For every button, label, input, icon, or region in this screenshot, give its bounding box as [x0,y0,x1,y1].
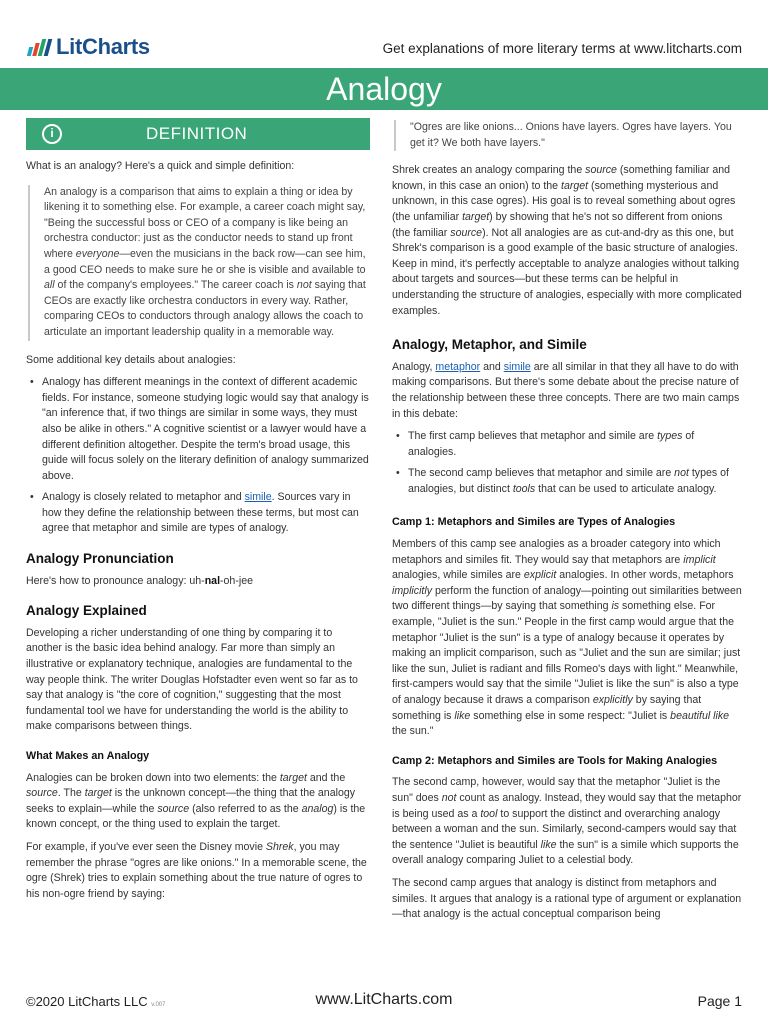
ams-text: Analogy, metaphor and simile are all similar in that they all have to do with making comparisons. But there's some debate about the precise nature of the relationship between these three concepts. There are two main camps in this debate: [392,360,740,420]
shrek-paragraph: Shrek creates an analogy comparing the source (something familiar and known, in this case an onion) to the target (something mysterious and unknown, in this case ogres). His goal is to reveal something about ogres (the unfamiliar target) by showing that he's not so different from onions (the familiar source). Not all analogies are as cut-and-dry as this one, but Shrek's comparison is a good example of the basic structure of analogies. Keep in mind, it's perfectly acceptable to analyze analogies without talking about targets and sources—but these terms can be helpful in understanding the structure of analogies, especially with more complicated examples. [392,164,742,317]
metaphor-link[interactable]: metaphor [435,360,481,373]
logo-bars-icon [28,38,50,56]
page-title: Analogy [326,71,442,107]
left-column [26,118,370,909]
version: v.007 [151,1002,166,1008]
list-item: • Analogy is closely related to metaphor and simile. Sources vary in how they define the relationship between these terms, but most can agree that metaphor and simile are types of analogy. [26,490,370,537]
definition-bar [26,118,370,150]
ams-heading: Analogy, Metaphor, and Simile [392,337,587,353]
tagline: Get explanations of more literary terms at www.litcharts.com [382,41,742,56]
copyright: ©2020 LitCharts LLC v.007 [26,994,166,1009]
definition-label: DEFINITION [146,124,248,144]
camps-list [392,429,743,497]
camp2-text: The second camp, however, would say that the metaphor "Juliet is the sun" does not count as analogy. Instead, they would say that the metaphor is being used as a tool to support the distinct and overarching analogy between a woman and the sun. Similarly, second-campers would say that the sentence "Juliet is beautiful like the sun" is a simile which supports the overall analogy comparing Juliet to a celestial body. [392,776,742,867]
details-list [26,375,370,537]
list-item: • The first camp believes that metaphor and simile are types of analogies. [392,429,743,460]
shrek-quote: "Ogres are like onions... Onions have layers. Ogres have layers. You get it? We both have layers." [394,120,743,151]
camp1-text: Members of this camp see analogies as a broader category into which metaphors and similes fit. They would say that metaphors are implicit analogies, while similes are explicit analogies. In other words, metaphors implicitly perform the function of analogy—pointing out similarities between two different things—by saying that something is something else. For example, "Juliet is the sun." People in the first camp would argue that the metaphor "Juliet is the sun" is a type of analogy because it operates by making an implicit comparison, such as "Juliet and the sun are similar; just like the sun, Juliet is radiant and fills Romeo's days with light." Meanwhile, first-campers would say that the simile "Juliet is like the sun" is also a type of analogy because it draws a comparison explicitly by saying that something is like something else in some respect: "Juliet is beautiful like the sun." [392,538,742,738]
header [0,0,768,68]
info-icon: i [42,124,62,144]
litcharts-logo[interactable] [28,32,150,62]
simile-link[interactable]: simile [244,491,272,504]
footer [0,988,768,1018]
pronunciation-heading: Analogy Pronunciation [26,551,174,567]
camp2-heading: Camp 2: Metaphors and Similes are Tools for Making Analogies [392,754,718,767]
list-item: • Analogy has different meanings in the context of different academic fields. For instance, someone studying logic would say that analogy is "an inference that, if two things are similar in some ways, they must also be alike in others." A cognitive scientist or a lawyer would have a different definition altogether. Despite the term's broad usage, this guide will focus solely on the literary definition of analogy summarized above. [26,375,370,484]
list-item: • The second camp believes that metaphor and simile are not types of analogies, but distinct tools that can be used to articulate analogy. [392,466,743,497]
example-text: For example, if you've ever seen the Disney movie Shrek, you may remember the phrase "ogres are like onions." In a memorable scene, the ogre (Shrek) tries to explain something about the true nature of ogres to his non-ogre friend by saying: [26,840,367,900]
makes-text: Analogies can be broken down into two elements: the target and the source. The target is the unknown concept—the thing that the analogy seeks to explain—while the source (also referred to as the analog) is the known concept, or the thing used to explain the target. [26,771,366,831]
right-column [392,118,743,930]
logo-text: LitCharts [56,34,150,59]
simile-link[interactable]: simile [503,360,531,373]
intro-text: What is an analogy? Here's a quick and simple definition: [26,160,295,172]
details-intro: Some additional key details about analogies: [26,353,236,366]
camp1-heading: Camp 1: Metaphors and Similes are Types of Analogies [392,516,676,529]
footer-site-link[interactable]: www.LitCharts.com [315,991,453,1008]
page-number: Page 1 [697,993,742,1009]
makes-heading: What Makes an Analogy [26,750,150,762]
explained-text: Developing a richer understanding of one thing by comparing it to another is the basic idea behind analogy. Far more than simply an illustrative or explanatory technique, analogies are fundamental to the way people think. The writer Douglas Hofstadter even went so far as to say that analogy is "the core of cognition," suggesting that the most fundamental tool we have for understanding the world is the ability to make comparisons between things. [26,626,358,733]
title-bar [0,68,768,110]
pronunciation-text: Here's how to pronounce analogy: uh-nal-oh-jee [26,574,253,587]
definition-quote: An analogy is a comparison that aims to explain a thing or idea by likening it to something else. For example, a career coach might say, "Being the successful boss or CEO of a company is like being an orchestra conductor: just as the conductor needs to stand up front where everyone—even the musicians in the back row—can see him, a good CEO needs to make sure he or she is visible and available to all of the company's employees." The career coach is not saying that CEOs are exactly like orchestra conductors in every way. Rather, comparing CEOs to conductors through analogy allows the coach to articulate an important leadership quality in a memorable way. [28,185,370,341]
camp2b-text: The second camp argues that analogy is distinct from metaphors and similes. It argues that analogy is a rational type of argument or explanation—that analogy is the actual conceptual comparison being [392,876,742,921]
explained-heading: Analogy Explained [26,603,147,619]
